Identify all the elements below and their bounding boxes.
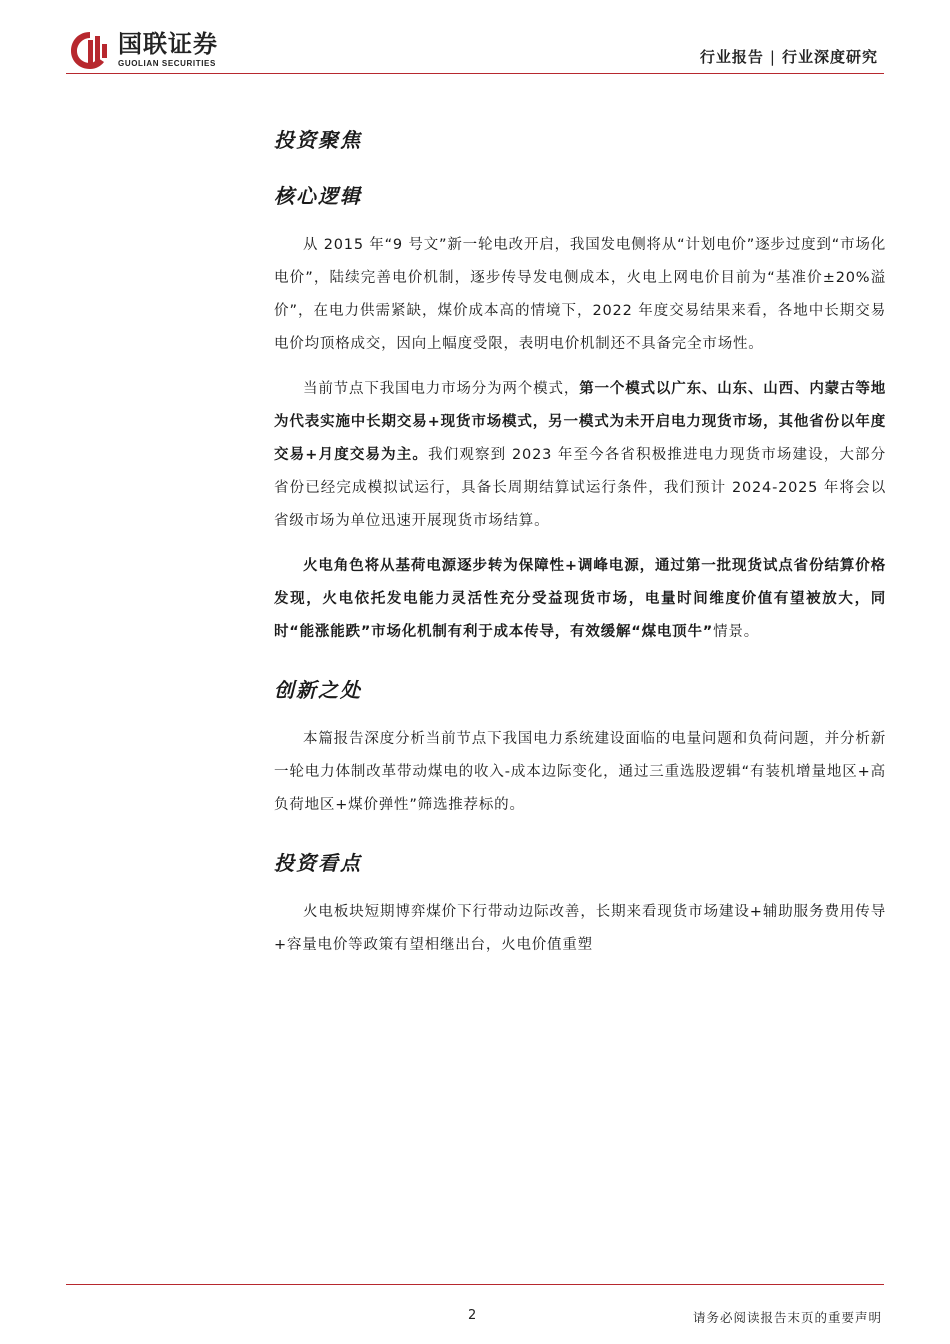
- paragraph: 从 2015 年“9 号文”新一轮电改开启，我国发电侧将从“计划电价”逐步过度到“市场化电价”，陆续完善电价机制，逐步传导发电侧成本，火电上网电价目前为“基准价±20%溢价”，在电力供需紧缺，煤价成本高的情境下，2022 年度交易结果来看，各地中长期交易电价均顶格成交，因向上幅度受限，表明电价机制还不具备完全市场性。: [274, 237, 886, 352]
- paragraph: 本篇报告深度分析当前节点下我国电力系统建设面临的电量问题和负荷问题，并分析新一轮电力体制改革带动煤电的收入-成本边际变化，通过三重选股逻辑“有装机增量地区+高负荷地区+煤价弹性”筛选推荐标的。: [274, 731, 886, 813]
- guolian-logo-icon: [68, 28, 112, 72]
- paragraph-emphasis: 第一个模式以广东、山东、山西、内蒙古等地为代表实施中长期交易+现货市场模式，另一模式为未开启电力现货市场，其他省份以年度交易+月度交易为主。: [274, 381, 887, 463]
- footer-divider: [66, 1284, 884, 1285]
- paragraph-emphasis: 火电角色将从基荷电源逐步转为保障性+调峰电源，通过第一批现货试点省份结算价格发现，火电依托发电能力灵活性充分受益现货市场，电量时间维度价值有望被放大，同时“能涨能跌”市场化机制有利于成本传导，有效缓解“煤电顶牛”: [274, 558, 886, 640]
- paragraph: [274, 373, 886, 538]
- paragraph: [274, 550, 886, 649]
- footer-disclaimer: 请务必阅读报告末页的重要声明: [692, 1310, 882, 1325]
- page-title: 投资聚焦: [274, 128, 362, 152]
- report-category: 行业深度研究: [781, 48, 878, 66]
- paragraph: 火电板块短期博弈煤价下行带动边际改善，长期来看现货市场建设+辅助服务费用传导+容量电价等政策有望相继出台，火电价值重塑: [274, 904, 886, 953]
- main-content: [274, 125, 886, 974]
- page-number: 2: [468, 1308, 477, 1323]
- section-heading-innovation: 创新之处: [274, 678, 362, 702]
- logo-english-name: GUOLIAN SECURITIES: [118, 59, 216, 68]
- report-type: 行业报告: [699, 48, 764, 66]
- company-logo: [68, 28, 218, 72]
- logo-chinese-name: 国联证券: [118, 30, 218, 58]
- paragraph-text: 情景。: [713, 624, 760, 640]
- paragraph-text: 当前节点下我国电力市场分为两个模式，: [303, 381, 580, 397]
- header-divider: [66, 73, 884, 74]
- section-heading-core-logic: 核心逻辑: [274, 184, 362, 208]
- header-separator: |: [769, 48, 776, 66]
- paragraph-text: 我们观察到 2023 年至今各省积极推进电力现货市场建设，大部分省份已经完成模拟试运行，具备长周期结算试运行条件，我们预计 2024-2025 年将会以省级市场为单位迅速开展现货市场结算。: [274, 447, 886, 529]
- section-heading-investment-highlights: 投资看点: [274, 851, 362, 875]
- report-type-label: [700, 46, 878, 67]
